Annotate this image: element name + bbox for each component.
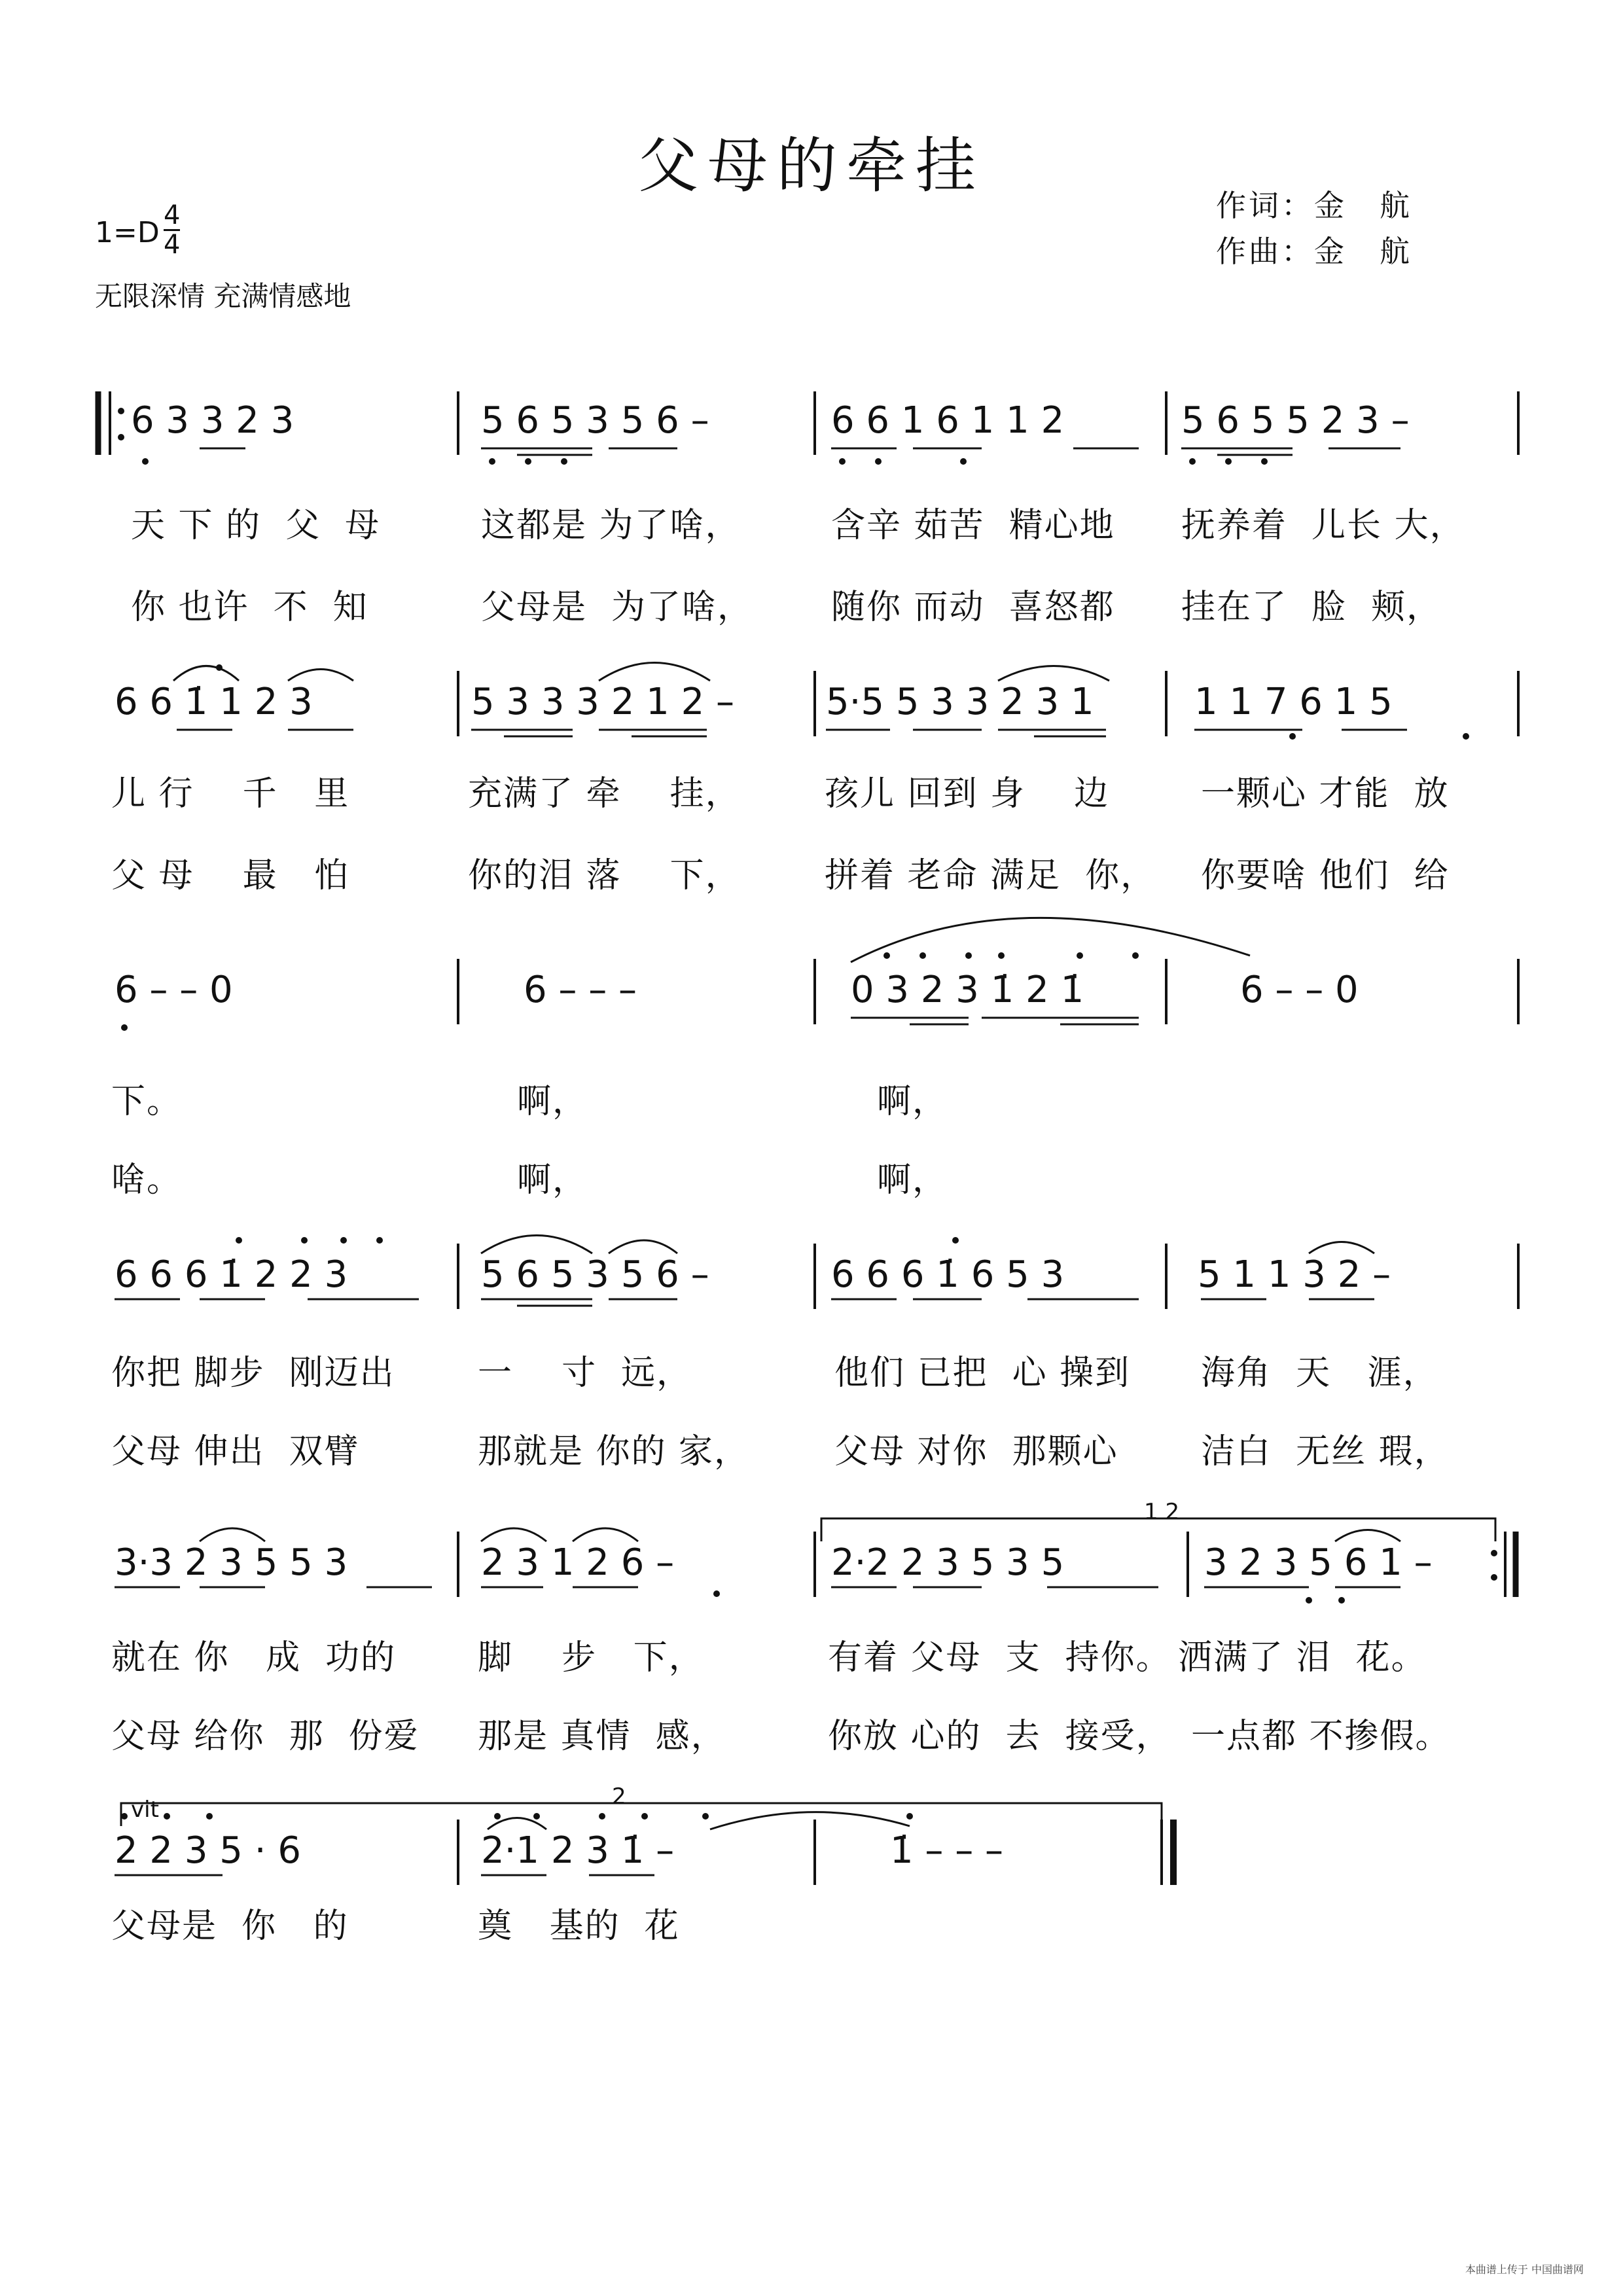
lyric-1-v1-m3: 含辛 茹苦 精心地 [831, 506, 1115, 545]
lyric-2-v1-m1: 儿 行 千 里 [111, 774, 350, 814]
measure-4-4: 5 1 1 3 2 – [1198, 1253, 1391, 1296]
repeat-dot [1491, 1550, 1497, 1556]
lyric-5-v1-m4: 洒满了 泪 花。 [1178, 1638, 1427, 1677]
lyric-1-v2-m2: 父母是 为了啥， [481, 588, 753, 627]
volta-1-bracket [821, 1518, 1188, 1541]
lyric-1-v2-m3: 随你 而动 喜怒都 [831, 588, 1115, 627]
measure-3-3: 0 3 2 3 1̇ 2 1̇ [851, 969, 1084, 1011]
lyric-4-v1-m3: 他们 已把 心 操到 [834, 1354, 1131, 1393]
measure-5-1: 3·3 2 3 5 5 3 [115, 1541, 348, 1584]
measure-2-3: 5·5 5 3 3 2 3 1 [826, 681, 1094, 723]
measure-6-3: 1̇ – – – [890, 1829, 1004, 1872]
lyric-2-v2-m3: 拼着 老命 满足 你， [825, 856, 1156, 895]
measure-3-2: 6 – – – [524, 969, 637, 1011]
lyric-2-v2-m1: 父 母 最 怕 [111, 856, 350, 895]
measure-3-4: 6 – – 0 [1240, 969, 1359, 1011]
measure-4-1: 6 6 6 1̇ 2 2 3 [115, 1253, 348, 1296]
lyric-2-v1-m4: 一颗心 才能 放 [1201, 774, 1450, 814]
key-label: 1=D [95, 216, 160, 249]
song-title: 父母的牵挂 [637, 131, 985, 201]
measure-4-2: 5 6 5 3 5 6 – [481, 1253, 709, 1296]
measure-5-3: 2·2 2 3 5 3 5 [831, 1541, 1065, 1584]
lyric-3-v2-m1: 啥。 [111, 1160, 183, 1200]
lyric-4-v1-m4: 海角 天 涯， [1201, 1354, 1438, 1393]
lyric-2-v2-m4: 你要啥 他们 给 [1201, 856, 1450, 895]
vit-marking: vit [131, 1797, 159, 1823]
volta-2-label: 2 [612, 1784, 626, 1810]
measure-1-1: 6 3 3 2 3 [131, 399, 294, 442]
time-top: 4 [164, 200, 181, 230]
lyric-5-v2-m2: 那是 真情 感， [478, 1717, 726, 1756]
measure-4-3: 6 6 6 1̇ 6 5 3 [831, 1253, 1065, 1296]
measure-2-1: 6 6 1̇ 1 2 3 [115, 681, 313, 723]
lyricist-credit: 作词：金 航 [1216, 188, 1412, 223]
lyric-2-v1-m2: 充满了 牵 挂， [468, 774, 741, 814]
repeat-dot [1491, 1574, 1497, 1581]
lyric-4-v1-m2: 一 寸 远， [478, 1354, 692, 1393]
lyric-5-v2-m4: 一点都 不掺假。 [1191, 1717, 1451, 1756]
lyric-1-v1-m2: 这都是 为了啥， [481, 506, 741, 545]
tempo-marking: 无限深情 充满情感地 [95, 280, 351, 312]
lyric-3-v2-m2: 啊， [517, 1160, 588, 1200]
lyric-1-v2-m4: 挂在了 脸 颊， [1181, 588, 1442, 627]
lyric-6-m1: 父母是 你 的 [111, 1907, 349, 1946]
measure-1-4: 5 6 5 5 2 3 – [1181, 399, 1410, 442]
lyric-5-v1-m3: 有着 父母 支 持你。 [828, 1638, 1171, 1677]
lyric-1-v1-m1: 天 下 的 父 母 [131, 506, 381, 545]
volta-final-bracket [121, 1803, 1162, 1826]
lyric-4-v2-m2: 那就是 你的 家， [478, 1432, 750, 1471]
lyric-3-v1-m3: 啊， [877, 1082, 948, 1121]
lyric-3-v2-m3: 啊， [877, 1160, 948, 1200]
measure-6-1: 2 2 3 5 · 6 [115, 1829, 301, 1872]
volta-1-2-label: 1 2 [1144, 1499, 1180, 1525]
lyric-5-v2-m1: 父母 给你 那 份爱 [111, 1717, 419, 1756]
composer-credit: 作曲：金 航 [1216, 234, 1412, 269]
measure-6-2: 2·1 2 3 1̇ – [481, 1829, 675, 1872]
lyric-1-v1-m4: 抚养着 儿长 大， [1181, 506, 1465, 545]
lyric-4-v2-m3: 父母 对你 那颗心 [834, 1432, 1118, 1471]
measure-5-2: 2 3 1 2 6 – [481, 1541, 675, 1584]
measure-2-2: 5 3 3 3 2 1 2 – [471, 681, 735, 723]
repeat-dot [118, 434, 124, 440]
source-footer: 本曲谱上传于 中国曲谱网 [1465, 2263, 1584, 2276]
lyric-6-m2: 奠 基的 花 [478, 1907, 680, 1946]
repeat-dot [118, 408, 124, 414]
measure-1-3: 6 6 1 6 1 1 2 [831, 399, 1065, 442]
lyric-5-v2-m3: 你放 心的 去 接受， [828, 1717, 1171, 1756]
measure-5-4: 3 2 3 5 6 1 – [1204, 1541, 1433, 1584]
lyric-4-v1-m1: 你把 脚步 刚迈出 [111, 1354, 395, 1393]
lyric-3-v1-m1: 下。 [111, 1082, 183, 1121]
lyric-2-v1-m3: 孩儿 回到 身 边 [825, 774, 1110, 814]
lyric-3-v1-m2: 啊， [517, 1082, 588, 1121]
lyric-4-v2-m4: 洁白 无丝 瑕， [1201, 1432, 1450, 1471]
lyric-5-v1-m1: 就在 你 成 功的 [111, 1638, 397, 1677]
measure-1-2: 5 6 5 3 5 6 – [481, 399, 709, 442]
lyric-4-v2-m1: 父母 伸出 双臂 [111, 1432, 360, 1471]
time-bottom: 4 [164, 230, 181, 260]
measure-3-1: 6 – – 0 [115, 969, 233, 1011]
lyric-2-v2-m2: 你的泪 落 下， [468, 856, 741, 895]
lyric-5-v1-m2: 脚 步 下， [478, 1638, 704, 1677]
measure-2-4: 1 1 7 6 1 5 [1194, 681, 1393, 723]
lyric-1-v2-m1: 你 也许 不 知 [131, 588, 368, 627]
